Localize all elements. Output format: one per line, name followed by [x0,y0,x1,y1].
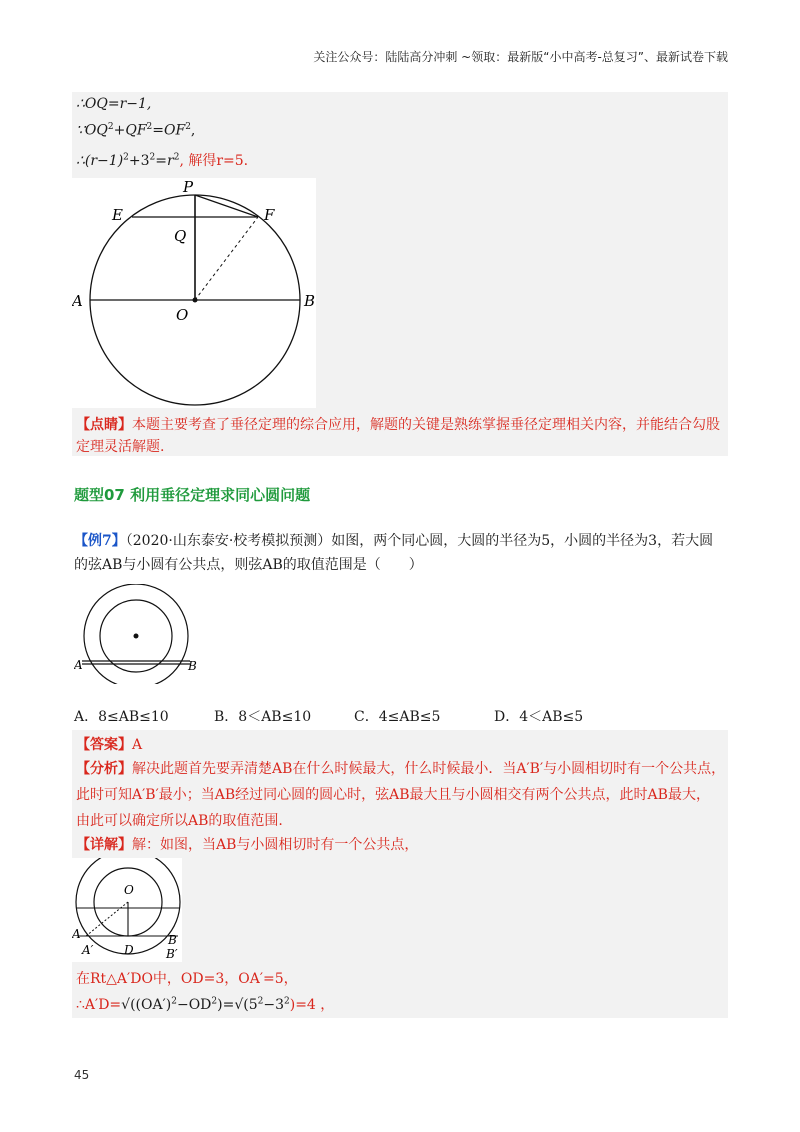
label-b: B [168,933,177,947]
detail-line-1: 【详解】解：如图，当AB与小圆相切时有一个公共点， [76,837,419,853]
option-d[interactable]: D．4＜AB≤5 [494,709,584,725]
label-a-prime: A′ [82,943,94,957]
label-f: F [264,206,275,224]
label-a: A [72,927,81,941]
analysis-line-3: 由此可以确定所以AB的取值范围. [76,813,283,829]
solution-block-answer [72,730,728,1018]
label-q: Q [174,227,187,245]
solution-block-top [72,92,728,456]
label-d: D [124,943,134,957]
eq-oq: ∴OQ=r−1, [76,96,152,112]
detail-line-2: 在Rt△A′DO中，OD=3，OA′=5， [76,971,298,987]
analysis-line-1: 【分析】解决此题首先要弄清楚AB在什么时候最大，什么时候最小．当A′B′与小圆相切时有一个公共点， [76,761,726,777]
detail-line-3: $\therefore A'D=√((OA')^2-OD^2)=√(5^2-3^2)=4$ ， [76,996,335,1013]
option-c[interactable]: C．4≤AB≤5 [354,709,441,725]
page-header: 关注公众号：陆陆高分冲刺 ~领取：最新版“小中高考-总复习”、最新试卷下载 [313,50,728,64]
comment-line-2: 定理灵活解题. [76,439,165,455]
label-e: E [112,206,123,224]
analysis-line-2: 此时可知A′B′最小；当AB经过同心圆的圆心时，弦AB最大且与小圆相交有两个公共点，此时AB最大， [76,787,710,803]
label-p: P [183,178,194,196]
label-o: O [176,306,189,324]
comment-line-1: 【点睛】本题主要考查了垂径定理的综合应用，解题的关键是熟练掌握垂径定理相关内容，并能结合勾股 [76,417,720,433]
label-b: B [304,292,316,310]
answer-line: 【答案】A [76,737,143,753]
figure-circle-pq [72,178,316,408]
example-line-2: 的弦AB与小圆有公共点，则弦AB的取值范围是（ ） [74,557,423,573]
label-a: A [72,292,83,310]
figure-tangent [72,858,182,962]
eq-solve: $\therefore(r-1)^2+3^2=r^2$, 解得r=5. [76,152,249,169]
label-a: A [74,658,83,672]
concentric-figure-svg [74,584,204,684]
eq-pythag: $\because OQ^2+QF^2=OF^2$, [76,122,196,139]
tangent-figure-svg [72,858,182,962]
figure-concentric [74,584,204,684]
example-line-1: 【例7】（2020·山东泰安·校考模拟预测）如图，两个同心圆，大圆的半径为5，小圆的半径为3，若大圆 [74,533,714,549]
label-b: B [188,659,197,673]
page-number: 45 [74,1068,90,1082]
option-b[interactable]: B．8＜AB≤10 [214,709,312,725]
section-title: 题型07 利用垂径定理求同心圆问题 [74,486,311,504]
label-b-prime: B′ [166,947,178,961]
label-o: O [124,883,134,897]
option-a[interactable]: A．8≤AB≤10 [74,709,169,725]
circle-figure-svg [72,178,316,408]
